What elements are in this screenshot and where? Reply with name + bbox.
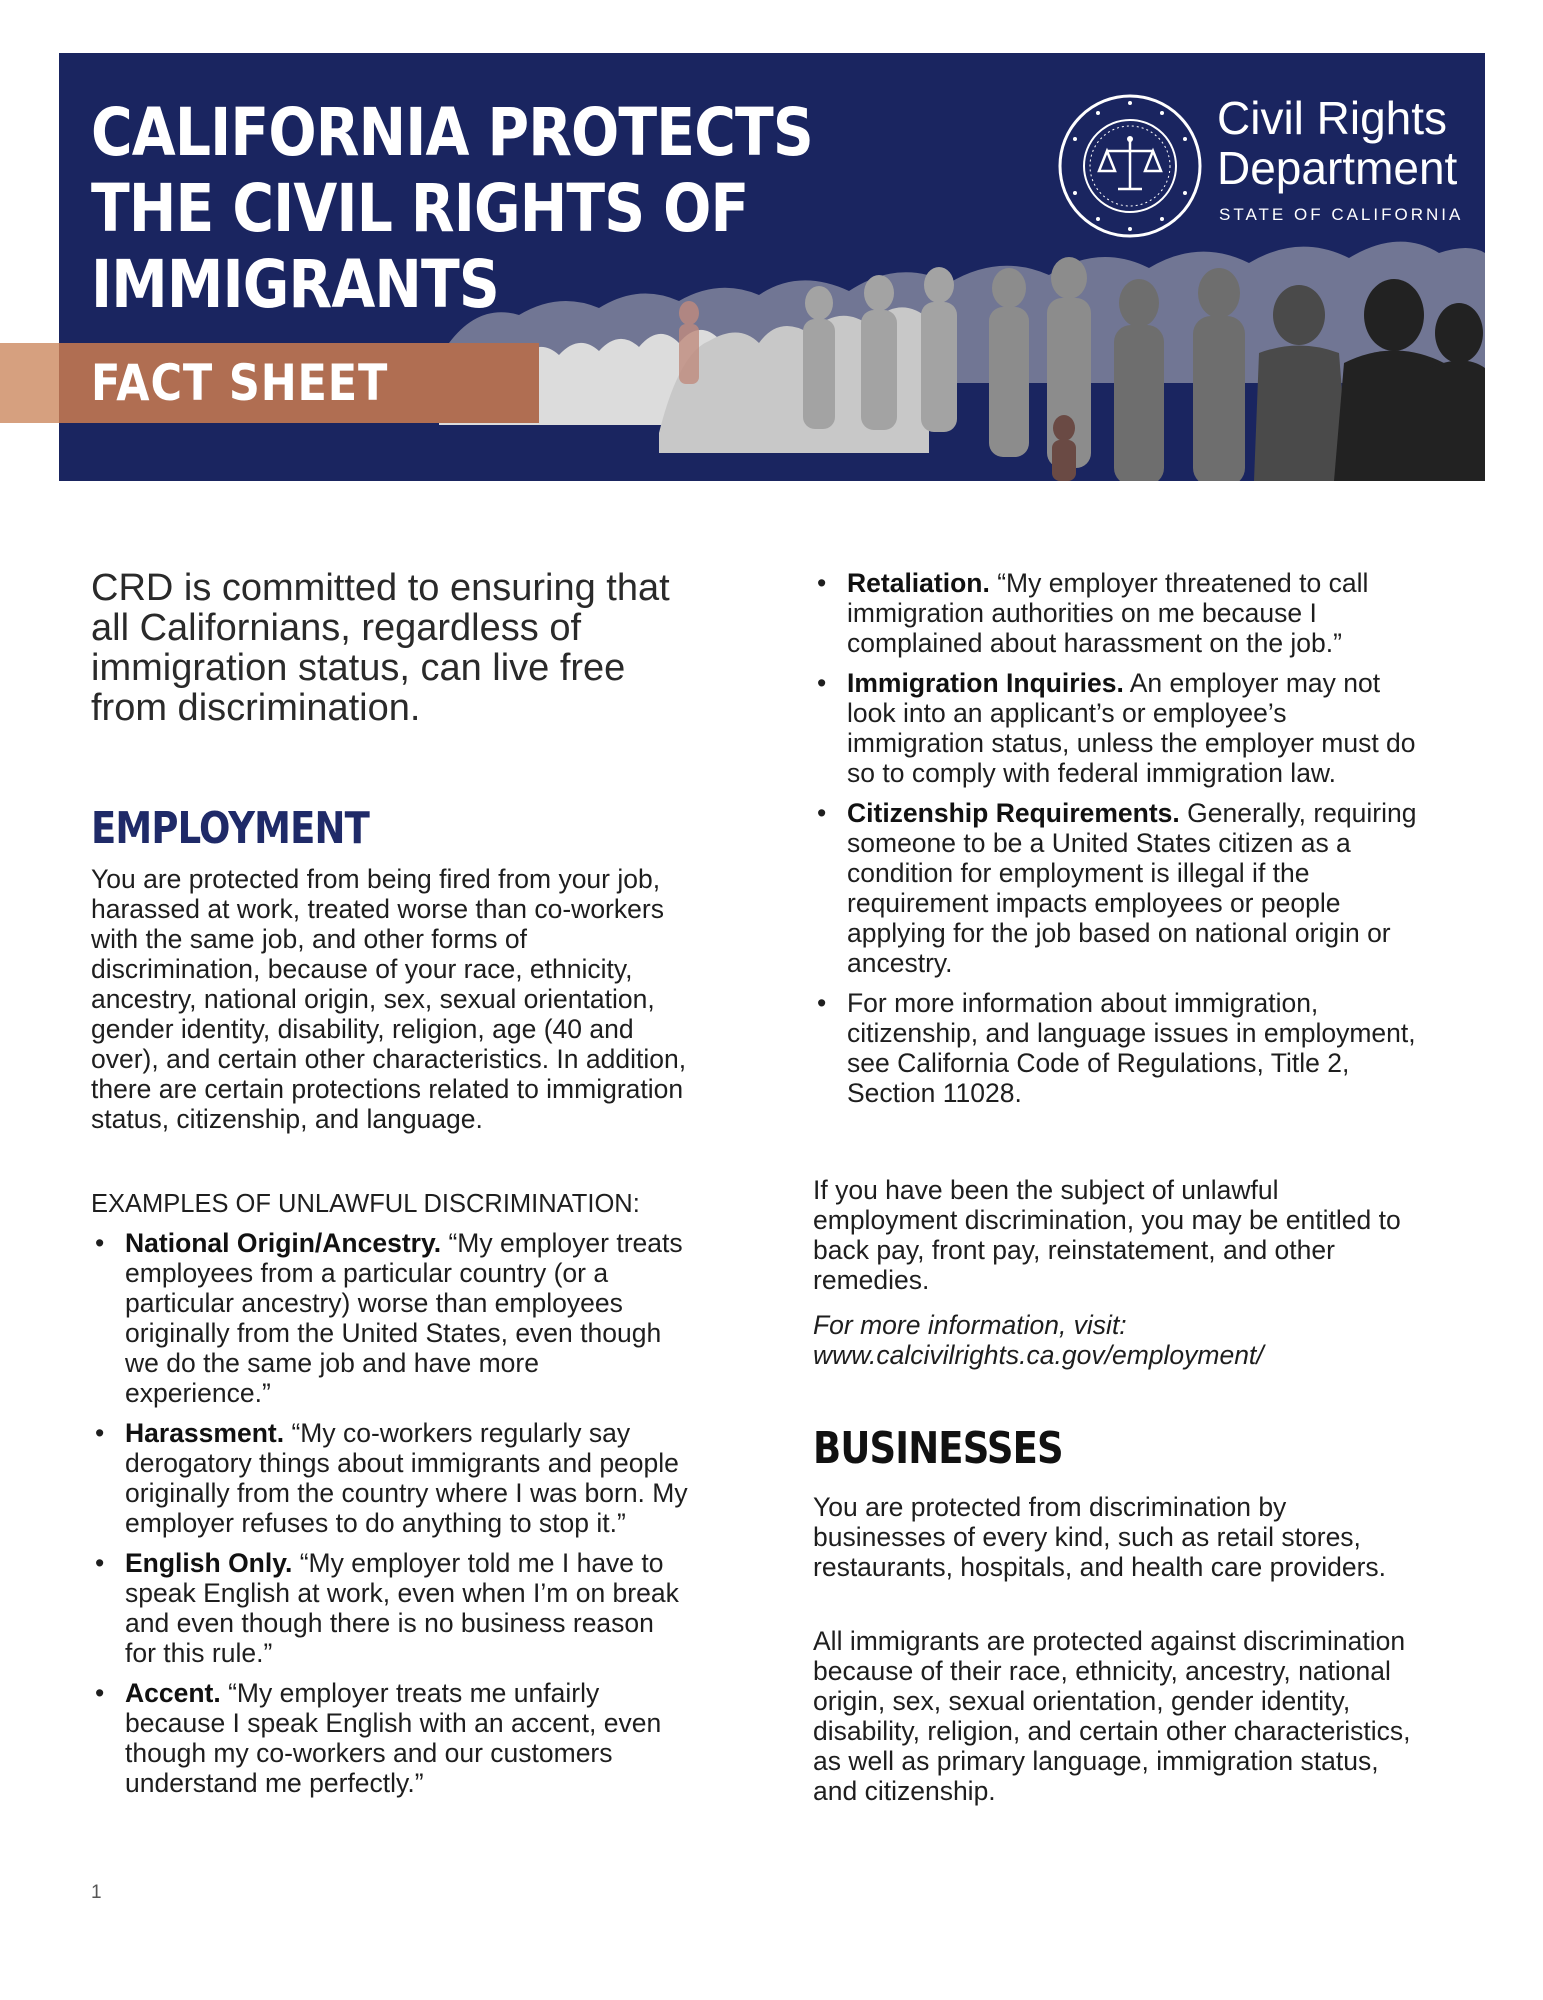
list-item xyxy=(813,798,1423,978)
more-info-label: For more information, visit: xyxy=(813,1310,1127,1340)
bullet-icon: • xyxy=(817,568,827,598)
example-text: For more information about immigration, citizenship, and language issues in employment, see California Code of Regulations, Title 2, Section 11028. xyxy=(847,988,1416,1108)
employment-info-link[interactable]: www.calcivilrights.ca.gov/employment/ xyxy=(813,1340,1264,1370)
department-name-line-2: Department xyxy=(1217,142,1458,194)
employment-body: You are protected from being fired from your job, harassed at work, treated worse than co-workers with the same job, and other forms of discrimination, because of your race, ethnicity, ancestry, national origin, sex, sexual orientation, gender identity, disability, religion, age (40 and over), and certain other characteristics. In addition, there are certain protections related to immigration status, citizenship, and language. xyxy=(91,864,687,1134)
businesses-paragraph-2: All immigrants are protected against discrimination because of their race, ethnicity, ancestry, national origin, sex, sexual orientation, gender identity, disability, religion, and certain other characteristics, as well as primary language, immigration status, and citizenship. xyxy=(813,1626,1411,1806)
list-item xyxy=(91,1678,691,1798)
bullet-icon: • xyxy=(817,798,827,828)
employment-more-info xyxy=(813,1310,1413,1370)
list-item xyxy=(813,568,1423,658)
department-state: STATE OF CALIFORNIA xyxy=(1219,205,1464,224)
fact-sheet-label: FACT SHEET xyxy=(91,354,389,412)
banner-title-line-2: THE CIVIL RIGHTS OF xyxy=(91,170,749,247)
examples-list-left xyxy=(91,1228,691,1798)
example-term: Harassment. xyxy=(125,1418,285,1448)
example-text: An employer may not look into an applicant’s or employee’s immigration status, unless the employer must do so to comply with federal immigration law. xyxy=(847,668,1416,788)
example-term: English Only. xyxy=(125,1548,293,1578)
example-text: “My employer told me I have to speak English at work, even when I’m on break and even though there is no business reason for this rule.” xyxy=(125,1548,679,1668)
list-item xyxy=(813,988,1423,1108)
example-text: “My employer threatened to call immigration authorities on me because I complained about harassment on the job.” xyxy=(847,568,1369,658)
list-item xyxy=(91,1418,691,1538)
example-term: Immigration Inquiries. xyxy=(847,668,1124,698)
fact-sheet-band-edge xyxy=(0,343,59,423)
businesses-paragraph-1: You are protected from discrimination by businesses of every kind, such as retail stores, restaurants, hospitals, and health care providers. xyxy=(813,1492,1387,1582)
businesses-heading: BUSINESSES xyxy=(813,1423,1063,1474)
example-term: Accent. xyxy=(125,1678,221,1708)
banner-title xyxy=(91,95,813,323)
header-banner xyxy=(59,53,1485,481)
bullet-icon: • xyxy=(817,668,827,698)
example-text: “My employer treats me unfairly because I speak English with an accent, even though my co-workers and our customers understand me perfectly.” xyxy=(125,1678,662,1798)
remedies-paragraph: If you have been the subject of unlawful employment discrimination, you may be entitled to back pay, front pay, reinstatement, and other remedies. xyxy=(813,1175,1401,1295)
example-text: “My co-workers regularly say derogatory things about immigrants and people originally from the country where I was born. My employer refuses to do anything to stop it.” xyxy=(125,1418,688,1538)
examples-list-right xyxy=(813,568,1423,1108)
bullet-icon: • xyxy=(817,988,827,1018)
bullet-icon: • xyxy=(95,1228,105,1258)
banner-title-line-1: CALIFORNIA PROTECTS xyxy=(91,94,813,171)
example-term: Retaliation. xyxy=(847,568,990,598)
crd-seal-logo xyxy=(1055,91,1205,241)
example-text: “My employer treats employees from a particular country (or a particular ancestry) worse than employees originally from the United States, even though we do the same job and have more experience.” xyxy=(125,1228,683,1408)
department-name xyxy=(1217,93,1457,193)
department-name-line-1: Civil Rights xyxy=(1217,92,1448,144)
banner-title-line-3: IMMIGRANTS xyxy=(91,246,499,323)
examples-heading: EXAMPLES OF UNLAWFUL DISCRIMINATION: xyxy=(91,1190,640,1218)
page-number: 1 xyxy=(91,1882,102,1903)
example-term: Citizenship Requirements. xyxy=(847,798,1180,828)
bullet-icon: • xyxy=(95,1418,105,1448)
bullet-icon: • xyxy=(95,1548,105,1578)
example-term: National Origin/Ancestry. xyxy=(125,1228,442,1258)
list-item xyxy=(91,1228,691,1408)
employment-heading: EMPLOYMENT xyxy=(91,803,369,854)
bullet-icon: • xyxy=(95,1678,105,1708)
list-item xyxy=(813,668,1423,788)
example-text: Generally, requiring someone to be a United States citizen as a condition for employment is illegal if the requirement impacts employees or people applying for the job based on national origin or ancestry. xyxy=(847,798,1417,978)
fact-sheet-band xyxy=(59,343,539,423)
list-item xyxy=(91,1548,691,1668)
intro-statement: CRD is committed to ensuring that all Californians, regardless of immigration status, can live free from discrimination. xyxy=(91,567,670,729)
